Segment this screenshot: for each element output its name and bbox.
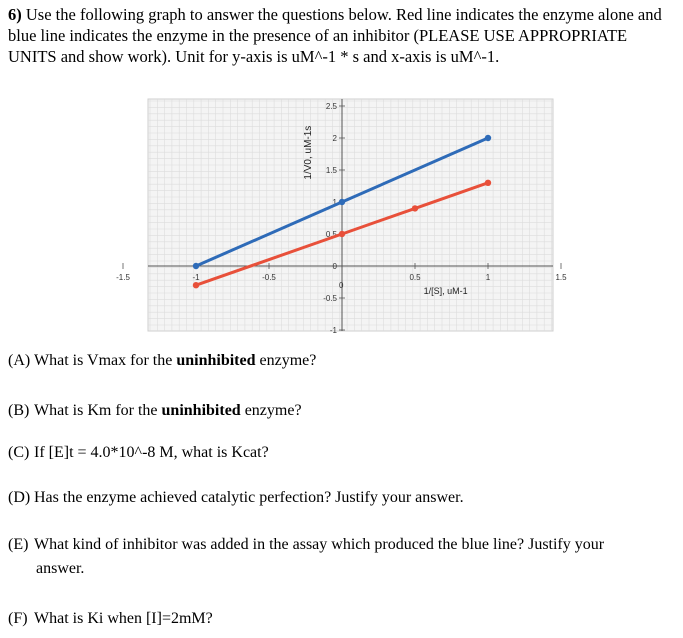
question-text-end: enzyme? <box>240 402 302 419</box>
question-3 <box>8 443 269 463</box>
question-label: (D) <box>8 489 31 506</box>
y-tick-label: -1 <box>329 326 337 335</box>
x-tick-label: -0.5 <box>262 273 276 282</box>
series-point-1 <box>193 263 199 269</box>
x-axis-label: 1/[S], uM-1 <box>423 286 468 296</box>
question-intro-text: Use the following graph to answer the questions below. Red line indicates the enzyme alone and blue line indicates the enzyme in the presence of an inhibitor (PLEASE USE APPROPRIATE UNITS and show work). Unit for y-axis is uM^-1 * s and x-axis is uM^-1. <box>8 5 662 66</box>
x-tick-label: 0 <box>339 281 344 290</box>
series-point-1 <box>339 199 345 205</box>
question-6 <box>36 559 84 579</box>
question-label: (B) <box>8 402 30 419</box>
question-1 <box>8 351 316 371</box>
x-tick-label: -1.5 <box>116 273 130 282</box>
y-tick-label: 1.5 <box>325 166 337 175</box>
lineweaver-burk-chart <box>116 99 567 335</box>
series-point-2 <box>485 180 491 186</box>
y-axis-label: 1/V0, uM-1s <box>302 125 314 180</box>
question-5 <box>8 535 604 555</box>
y-tick-label: 2 <box>332 134 337 143</box>
y-tick-label: 0.5 <box>325 230 337 239</box>
series-point-2 <box>193 282 199 288</box>
series-point-2 <box>412 205 418 211</box>
series-point-2 <box>339 231 345 237</box>
question-label: (E) <box>8 536 29 553</box>
question-text: What kind of inhibitor was added in the assay which produced the blue line? Justify your <box>34 536 605 553</box>
question-2 <box>8 401 302 421</box>
series-point-1 <box>485 135 491 141</box>
question-4 <box>8 488 464 508</box>
x-tick-label: -1 <box>192 273 200 282</box>
y-tick-label: 1 <box>332 198 337 207</box>
question-text-end: enzyme? <box>255 352 317 369</box>
chart-background <box>148 99 553 331</box>
y-tick-label: 2.5 <box>325 102 337 111</box>
x-tick-label: 1 <box>485 273 491 282</box>
question-text: Has the enzyme achieved catalytic perfection? Justify your answer. <box>34 489 464 506</box>
question-intro <box>8 4 676 67</box>
y-tick-label: 0 <box>332 262 337 271</box>
question-label: (A) <box>8 352 31 369</box>
question-emphasis: uninhibited <box>176 352 256 369</box>
y-tick-label: -0.5 <box>323 294 337 303</box>
chart-svg <box>116 99 567 335</box>
question-label: (C) <box>8 444 30 461</box>
question-text: answer. <box>36 560 85 577</box>
question-7 <box>8 609 213 629</box>
question-emphasis: uninhibited <box>161 402 241 419</box>
x-tick-label: 1.5 <box>555 273 567 282</box>
question-text: If [E]t = 4.0*10^-8 M, what is Kcat? <box>34 444 269 461</box>
question-label: (F) <box>8 610 28 627</box>
question-number: 6) <box>8 5 22 24</box>
question-text: What is Ki when [I]=2mM? <box>34 610 213 627</box>
question-text: What is Km for the <box>34 402 162 419</box>
x-tick-label: 0.5 <box>409 273 421 282</box>
question-text: What is Vmax for the <box>34 352 177 369</box>
